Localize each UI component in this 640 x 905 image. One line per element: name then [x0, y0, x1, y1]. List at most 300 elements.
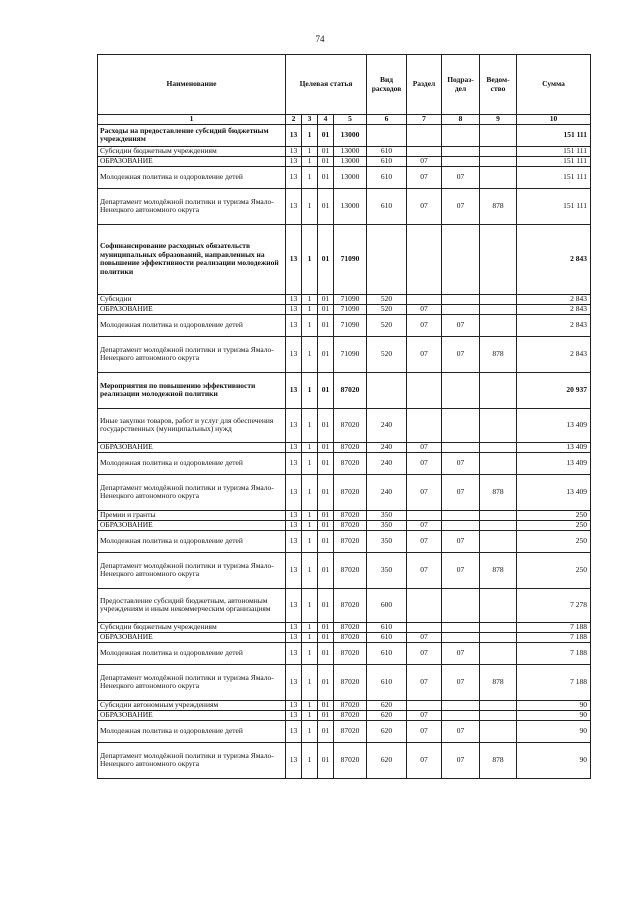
row-code-cell: 87020: [334, 530, 367, 552]
row-name-cell: Молодежная политика и оздоровление детей: [98, 314, 286, 336]
row-name-cell: Департамент молодёжной политики и туризма Ямало-Ненецкого автономного округа: [98, 552, 286, 588]
table-row: [98, 700, 591, 710]
row-code-cell: 71090: [334, 304, 367, 314]
row-code-cell: 13: [286, 294, 302, 304]
row-code-cell: 01: [318, 632, 334, 642]
row-code-cell: 1: [302, 336, 318, 372]
row-amount-cell: 13 409: [517, 442, 591, 452]
row-code-cell: 01: [318, 720, 334, 742]
row-name-cell: ОБРАЗОВАНИЕ: [98, 632, 286, 642]
row-code-cell: 07: [442, 474, 480, 510]
table-row: [98, 372, 591, 408]
column-number: 7: [407, 115, 442, 125]
row-code-cell: 620: [367, 700, 407, 710]
row-code-cell: 71090: [334, 294, 367, 304]
row-name-cell: Субсидии: [98, 294, 286, 304]
table-row: [98, 632, 591, 642]
row-amount-cell: 90: [517, 742, 591, 778]
row-name-cell: Молодежная политика и оздоровление детей: [98, 642, 286, 664]
row-code-cell: 520: [367, 294, 407, 304]
row-code-cell: 610: [367, 188, 407, 224]
row-name-cell: Предоставление субсидий бюджетным, автономным учреждениям и иным некоммерческим организациям: [98, 588, 286, 622]
row-code-cell: 07: [407, 314, 442, 336]
row-name-cell: ОБРАЗОВАНИЕ: [98, 442, 286, 452]
row-code-cell: 13: [286, 510, 302, 520]
row-code-cell: 1: [302, 124, 318, 146]
row-code-cell: 1: [302, 742, 318, 778]
row-code-cell: 07: [442, 188, 480, 224]
row-code-cell: 13: [286, 156, 302, 166]
row-code-cell: 87020: [334, 664, 367, 700]
row-amount-cell: 151 111: [517, 188, 591, 224]
row-code-cell: 01: [318, 588, 334, 622]
row-code-cell: 01: [318, 224, 334, 294]
row-code-cell: [442, 442, 480, 452]
row-code-cell: 07: [407, 166, 442, 188]
row-code-cell: 13: [286, 664, 302, 700]
table-row: [98, 452, 591, 474]
row-code-cell: 1: [302, 188, 318, 224]
row-code-cell: 07: [407, 452, 442, 474]
row-code-cell: 350: [367, 530, 407, 552]
row-code-cell: 1: [302, 710, 318, 720]
row-amount-cell: 250: [517, 530, 591, 552]
row-code-cell: [480, 124, 517, 146]
row-code-cell: [480, 156, 517, 166]
row-code-cell: 71090: [334, 224, 367, 294]
header-section: Раздел: [407, 55, 442, 115]
row-code-cell: [367, 124, 407, 146]
row-amount-cell: 151 111: [517, 146, 591, 156]
row-code-cell: 13: [286, 372, 302, 408]
row-code-cell: 87020: [334, 588, 367, 622]
row-name-cell: Молодежная политика и оздоровление детей: [98, 452, 286, 474]
table-row: [98, 642, 591, 664]
table-row: [98, 294, 591, 304]
header-department: Ведом-ство: [480, 55, 517, 115]
row-name-cell: ОБРАЗОВАНИЕ: [98, 710, 286, 720]
row-amount-cell: 2 843: [517, 294, 591, 304]
column-number: 1: [98, 115, 286, 125]
row-code-cell: 350: [367, 552, 407, 588]
row-code-cell: [480, 510, 517, 520]
row-code-cell: 01: [318, 188, 334, 224]
row-amount-cell: 2 843: [517, 336, 591, 372]
table-row: [98, 552, 591, 588]
table-row: [98, 146, 591, 156]
row-name-cell: ОБРАЗОВАНИЕ: [98, 156, 286, 166]
row-code-cell: 01: [318, 742, 334, 778]
row-code-cell: 240: [367, 452, 407, 474]
row-code-cell: 01: [318, 336, 334, 372]
row-code-cell: 01: [318, 452, 334, 474]
row-code-cell: 1: [302, 552, 318, 588]
row-code-cell: [480, 224, 517, 294]
row-name-cell: Департамент молодёжной политики и туризма Ямало-Ненецкого автономного округа: [98, 188, 286, 224]
row-name-cell: Субсидии автономным учреждениям: [98, 700, 286, 710]
row-code-cell: 1: [302, 224, 318, 294]
column-number: 6: [367, 115, 407, 125]
row-code-cell: 07: [407, 156, 442, 166]
row-code-cell: 13: [286, 224, 302, 294]
row-code-cell: 07: [407, 188, 442, 224]
row-code-cell: [480, 314, 517, 336]
row-amount-cell: 151 111: [517, 166, 591, 188]
row-code-cell: 01: [318, 166, 334, 188]
row-code-cell: 13: [286, 720, 302, 742]
row-code-cell: 1: [302, 530, 318, 552]
table-row: [98, 510, 591, 520]
row-code-cell: 1: [302, 452, 318, 474]
row-code-cell: 87020: [334, 642, 367, 664]
row-code-cell: 878: [480, 552, 517, 588]
budget-table: [97, 54, 591, 779]
row-code-cell: [407, 700, 442, 710]
page-number: 74: [315, 34, 325, 44]
row-code-cell: 13: [286, 408, 302, 442]
row-code-cell: [442, 124, 480, 146]
row-code-cell: [480, 720, 517, 742]
row-code-cell: 13000: [334, 124, 367, 146]
row-code-cell: 620: [367, 710, 407, 720]
row-code-cell: 13000: [334, 166, 367, 188]
row-code-cell: [407, 146, 442, 156]
row-code-cell: [480, 588, 517, 622]
row-code-cell: 01: [318, 510, 334, 520]
row-code-cell: 07: [407, 642, 442, 664]
row-code-cell: 71090: [334, 314, 367, 336]
row-code-cell: [407, 124, 442, 146]
row-code-cell: [480, 294, 517, 304]
row-code-cell: 13000: [334, 156, 367, 166]
row-name-cell: Молодежная политика и оздоровление детей: [98, 720, 286, 742]
table-row: [98, 474, 591, 510]
table-row: [98, 530, 591, 552]
row-code-cell: 07: [442, 314, 480, 336]
table-row: [98, 124, 591, 146]
row-code-cell: 87020: [334, 452, 367, 474]
table-row: [98, 520, 591, 530]
table-row: [98, 156, 591, 166]
row-code-cell: 13000: [334, 188, 367, 224]
row-code-cell: [480, 632, 517, 642]
row-code-cell: 01: [318, 442, 334, 452]
row-code-cell: 13: [286, 124, 302, 146]
row-code-cell: [442, 408, 480, 442]
header-subsection: Подраз-дел: [442, 55, 480, 115]
row-code-cell: [480, 146, 517, 156]
row-code-cell: [442, 372, 480, 408]
row-code-cell: 240: [367, 442, 407, 452]
table-row: [98, 588, 591, 622]
row-code-cell: 878: [480, 742, 517, 778]
table-row: [98, 166, 591, 188]
row-amount-cell: 90: [517, 710, 591, 720]
row-code-cell: 07: [442, 552, 480, 588]
row-code-cell: 610: [367, 622, 407, 632]
row-code-cell: 1: [302, 156, 318, 166]
row-code-cell: 1: [302, 720, 318, 742]
row-amount-cell: 13 409: [517, 452, 591, 474]
row-code-cell: 620: [367, 720, 407, 742]
row-name-cell: Молодежная политика и оздоровление детей: [98, 166, 286, 188]
row-code-cell: 13: [286, 530, 302, 552]
row-code-cell: [480, 642, 517, 664]
row-code-cell: [480, 166, 517, 188]
table-body: [98, 124, 591, 778]
row-code-cell: 07: [442, 530, 480, 552]
row-code-cell: 07: [407, 632, 442, 642]
row-code-cell: 07: [407, 304, 442, 314]
row-code-cell: 13: [286, 474, 302, 510]
row-code-cell: 01: [318, 664, 334, 700]
row-name-cell: Департамент молодёжной политики и туризма Ямало-Ненецкого автономного округа: [98, 474, 286, 510]
row-code-cell: [480, 408, 517, 442]
row-code-cell: 1: [302, 166, 318, 188]
row-code-cell: 520: [367, 336, 407, 372]
row-code-cell: 350: [367, 510, 407, 520]
row-name-cell: Премии и гранты: [98, 510, 286, 520]
row-code-cell: 01: [318, 530, 334, 552]
row-code-cell: 01: [318, 156, 334, 166]
table-row: [98, 442, 591, 452]
column-number: 10: [517, 115, 591, 125]
row-code-cell: 1: [302, 510, 318, 520]
row-code-cell: 1: [302, 664, 318, 700]
table-row: [98, 720, 591, 742]
row-code-cell: 07: [442, 720, 480, 742]
row-code-cell: [442, 622, 480, 632]
row-code-cell: 13: [286, 146, 302, 156]
row-code-cell: [367, 224, 407, 294]
row-code-cell: 240: [367, 408, 407, 442]
row-code-cell: 878: [480, 664, 517, 700]
row-code-cell: 01: [318, 314, 334, 336]
row-code-cell: 1: [302, 314, 318, 336]
row-code-cell: 87020: [334, 720, 367, 742]
table-row: [98, 336, 591, 372]
row-amount-cell: 2 843: [517, 314, 591, 336]
row-name-cell: Субсидии бюджетным учреждениям: [98, 622, 286, 632]
row-code-cell: [480, 520, 517, 530]
row-code-cell: 01: [318, 146, 334, 156]
row-code-cell: 01: [318, 372, 334, 408]
row-code-cell: 610: [367, 642, 407, 664]
row-amount-cell: 151 111: [517, 124, 591, 146]
row-code-cell: 1: [302, 474, 318, 510]
row-code-cell: 87020: [334, 552, 367, 588]
row-code-cell: [407, 294, 442, 304]
table-row: [98, 224, 591, 294]
row-code-cell: 878: [480, 474, 517, 510]
row-code-cell: 610: [367, 632, 407, 642]
row-code-cell: 1: [302, 700, 318, 710]
column-numbers-row: [98, 115, 591, 125]
row-code-cell: 610: [367, 146, 407, 156]
row-code-cell: [442, 632, 480, 642]
table-row: [98, 742, 591, 778]
row-amount-cell: 13 409: [517, 474, 591, 510]
row-code-cell: [407, 510, 442, 520]
row-code-cell: [480, 700, 517, 710]
row-code-cell: 87020: [334, 742, 367, 778]
row-code-cell: [442, 156, 480, 166]
row-code-cell: [442, 294, 480, 304]
table-row: [98, 622, 591, 632]
row-code-cell: 13: [286, 336, 302, 372]
row-code-cell: 01: [318, 642, 334, 664]
row-code-cell: 878: [480, 188, 517, 224]
row-code-cell: [480, 710, 517, 720]
row-code-cell: 610: [367, 166, 407, 188]
row-code-cell: 350: [367, 520, 407, 530]
row-code-cell: 87020: [334, 700, 367, 710]
row-code-cell: [367, 372, 407, 408]
row-code-cell: 07: [407, 710, 442, 720]
row-code-cell: 1: [302, 442, 318, 452]
row-amount-cell: 90: [517, 700, 591, 710]
row-code-cell: 07: [407, 520, 442, 530]
row-code-cell: 520: [367, 314, 407, 336]
row-code-cell: 13: [286, 552, 302, 588]
column-number: 9: [480, 115, 517, 125]
row-amount-cell: 7 188: [517, 642, 591, 664]
row-amount-cell: 250: [517, 520, 591, 530]
row-code-cell: 520: [367, 304, 407, 314]
row-code-cell: [480, 530, 517, 552]
row-code-cell: 07: [407, 742, 442, 778]
row-code-cell: [442, 304, 480, 314]
row-code-cell: 13: [286, 700, 302, 710]
row-name-cell: Иные закупки товаров, работ и услуг для обеспечения государственных (муниципальных) нужд: [98, 408, 286, 442]
row-code-cell: [480, 372, 517, 408]
row-amount-cell: 7 278: [517, 588, 591, 622]
row-amount-cell: 13 409: [517, 408, 591, 442]
row-amount-cell: 20 937: [517, 372, 591, 408]
row-code-cell: 878: [480, 336, 517, 372]
row-code-cell: 87020: [334, 632, 367, 642]
row-code-cell: 610: [367, 156, 407, 166]
row-code-cell: 01: [318, 520, 334, 530]
table-row: [98, 188, 591, 224]
row-code-cell: 01: [318, 700, 334, 710]
row-code-cell: 01: [318, 294, 334, 304]
column-number: 5: [334, 115, 367, 125]
table-row: [98, 408, 591, 442]
row-code-cell: 87020: [334, 510, 367, 520]
row-code-cell: 07: [442, 336, 480, 372]
column-number: 4: [318, 115, 334, 125]
row-code-cell: 1: [302, 520, 318, 530]
row-code-cell: [442, 146, 480, 156]
row-code-cell: 13: [286, 188, 302, 224]
row-code-cell: 13: [286, 452, 302, 474]
row-code-cell: 01: [318, 474, 334, 510]
row-code-cell: 01: [318, 408, 334, 442]
row-code-cell: 07: [407, 336, 442, 372]
row-amount-cell: 151 111: [517, 156, 591, 166]
header-name: Наименование: [98, 55, 286, 115]
column-number: 3: [302, 115, 318, 125]
row-code-cell: 1: [302, 588, 318, 622]
row-code-cell: 620: [367, 742, 407, 778]
row-name-cell: Департамент молодёжной политики и туризма Ямало-Ненецкого автономного округа: [98, 664, 286, 700]
row-name-cell: Департамент молодёжной политики и туризма Ямало-Ненецкого автономного округа: [98, 742, 286, 778]
row-code-cell: 87020: [334, 710, 367, 720]
row-code-cell: 87020: [334, 474, 367, 510]
row-code-cell: 13: [286, 588, 302, 622]
row-code-cell: 13000: [334, 146, 367, 156]
row-code-cell: [407, 408, 442, 442]
row-name-cell: ОБРАЗОВАНИЕ: [98, 520, 286, 530]
row-code-cell: 07: [407, 664, 442, 700]
row-name-cell: Софинансирование расходных обязательств муниципальных образований, направленных на повышение эффективности реализации молодежной политики: [98, 224, 286, 294]
row-code-cell: 07: [442, 452, 480, 474]
header-target: Целевая статья: [286, 55, 367, 115]
row-code-cell: [407, 224, 442, 294]
row-amount-cell: 90: [517, 720, 591, 742]
row-code-cell: 01: [318, 124, 334, 146]
row-name-cell: ОБРАЗОВАНИЕ: [98, 304, 286, 314]
row-code-cell: 1: [302, 304, 318, 314]
row-code-cell: 1: [302, 632, 318, 642]
row-code-cell: 610: [367, 664, 407, 700]
row-code-cell: 07: [442, 742, 480, 778]
table-row: [98, 710, 591, 720]
row-code-cell: 07: [407, 530, 442, 552]
row-code-cell: 07: [442, 642, 480, 664]
row-code-cell: 87020: [334, 622, 367, 632]
row-code-cell: [480, 304, 517, 314]
row-code-cell: 13: [286, 304, 302, 314]
row-code-cell: 13: [286, 622, 302, 632]
row-code-cell: [442, 510, 480, 520]
row-code-cell: 01: [318, 552, 334, 588]
row-code-cell: 87020: [334, 408, 367, 442]
row-amount-cell: 2 843: [517, 304, 591, 314]
row-name-cell: Молодежная политика и оздоровление детей: [98, 530, 286, 552]
row-code-cell: [442, 520, 480, 530]
row-amount-cell: 7 188: [517, 632, 591, 642]
table-row: [98, 314, 591, 336]
row-code-cell: 13: [286, 710, 302, 720]
row-code-cell: [407, 372, 442, 408]
row-code-cell: [480, 452, 517, 474]
row-code-cell: 07: [407, 552, 442, 588]
row-code-cell: 1: [302, 642, 318, 664]
row-code-cell: 1: [302, 372, 318, 408]
row-code-cell: 07: [407, 442, 442, 452]
row-code-cell: 87020: [334, 442, 367, 452]
row-code-cell: 13: [286, 642, 302, 664]
row-code-cell: 13: [286, 442, 302, 452]
row-code-cell: [442, 710, 480, 720]
row-code-cell: 01: [318, 304, 334, 314]
row-code-cell: 600: [367, 588, 407, 622]
row-code-cell: 07: [407, 474, 442, 510]
row-code-cell: 87020: [334, 372, 367, 408]
row-code-cell: 07: [442, 664, 480, 700]
row-name-cell: Департамент молодёжной политики и туризма Ямало-Ненецкого автономного округа: [98, 336, 286, 372]
row-amount-cell: 250: [517, 552, 591, 588]
row-code-cell: [442, 588, 480, 622]
column-number: 8: [442, 115, 480, 125]
row-code-cell: [480, 442, 517, 452]
row-code-cell: [442, 224, 480, 294]
row-code-cell: 1: [302, 146, 318, 156]
row-code-cell: 1: [302, 622, 318, 632]
header-expense-type: Вид расходов: [367, 55, 407, 115]
